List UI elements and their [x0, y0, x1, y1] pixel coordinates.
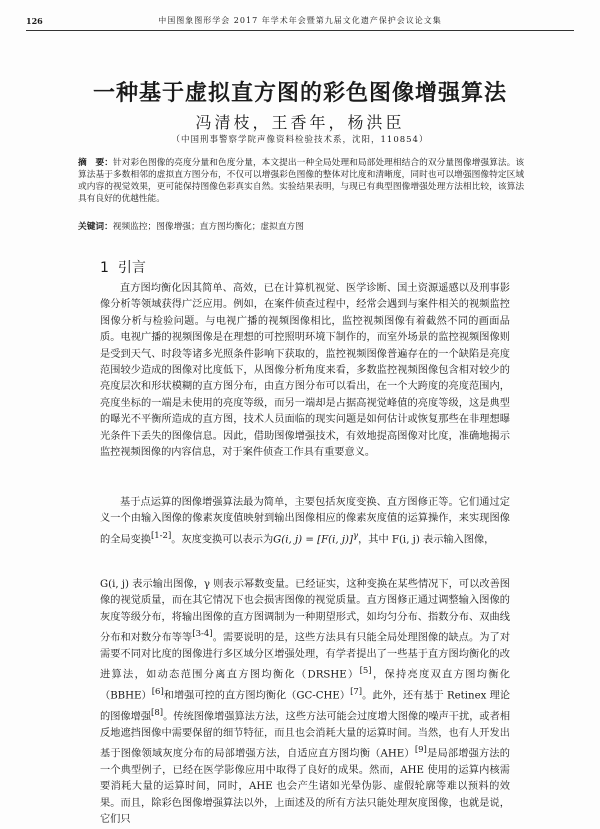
paper-title: 一种基于虚拟直方图的彩色图像增强算法: [92, 81, 507, 106]
citation: [7]: [350, 687, 363, 698]
section-heading: [100, 257, 146, 277]
body-paragraph-1: 直方图均衡化因其简单、高效，已在计算机视觉、医学诊断、国土资源遥感以及刑事影像分析等领域获得广泛应用。例如，在案件侦查过程中，经常会遇到与案件相关的视频监控图像分析与检验问题。与电视广播的视频图像相比，监控视频图像有着截然不同的画面品质。电视广播的视频图像是在理想的可控照明环境下制作的，而室外场景的监控视频图像则是受到天气、时段等诸多光照条件影响下获取的，监控视频图像普遍存在的一个缺陷是亮度范围较少造成的图像对比度低下，从图像分析角度来看，多数监控视频图像包含相对较少的亮度层次和形状模糊的直方图分布，由直方图分布可以看出，在一个大跨度的亮度范围内，亮度坐标的一端是未使用的亮度等级，而另一端却是占据高视觉峰值的亮度等级，这是典型的曝光不平衡所造成的直方图，技术人员面临的现实问题是如何估计或恢复那些在非理想曝光条件下丢失的图像信息。因此，借助图像增强技术，有效地提高图像对比度，准确地揭示监控视频图像的内容信息，对于案件侦查工作具有重要意义。: [100, 283, 510, 459]
gamma-formula: G(i, j) = [F(i, j)]: [273, 534, 353, 546]
gamma-exponent: γ: [353, 530, 359, 541]
citation: [5]: [359, 666, 372, 677]
citation: [1-2]: [150, 530, 172, 541]
page-number: 126: [26, 16, 43, 26]
body-paragraph-2: [100, 495, 510, 549]
p3-text-e: 。此外，还有基于 Retinex 理论的图像增强: [100, 690, 511, 723]
p3-text-a: G(i, j) 表示输出图像，γ 则表示幂数变量。已经证实，这种变换在某些情况下，可以改善图像的视觉质量，而在其它情况下也会损害图像的视觉质量。直方图修正通过调整输入图像的灰度等级分布，将输出图像的直方图调制为一种期望形式，如均匀分布、指数分布、双曲线分布和对数分布等等: [100, 579, 510, 644]
running-title: 中国图象图形学会 2017 年学术年会暨第九届文化遗产保护会议论文集: [158, 16, 442, 25]
abstract-label: 摘 要：: [78, 158, 113, 168]
p3-text-c: ，保持亮度双直方图均衡化（BBHE）: [100, 669, 510, 702]
citation: [6]: [151, 687, 164, 698]
section-title: 引言: [117, 260, 146, 276]
running-header: [26, 14, 574, 31]
keywords-label: 关键词：: [78, 222, 113, 232]
keywords: [78, 221, 524, 233]
abstract-text: 针对彩色图像的亮度分量和色度分量，本文提出一种全局处理和局部处理相结合的双分量图像增强算法。该算法基于多数相邻的虚拟直方图分布，不仅可以增强彩色图像的整体对比度和清晰度，同时也可以增强图像特定区域或内容的视觉效果，更可能保持图像色彩真实自然。实验结果表明，与现已有典型图像增强处理方法相比较，该算法具有良好的优越性能。: [78, 158, 525, 205]
p3-text-b: 。需要说明的是，这些方法具有只能全局处理图像的缺点。为了对需要不同对比度的图像进行多区域分区增强处理，有学者提出了一些基于直方图均衡化的改进算法，如动态范围分离直方图均衡化（DRSHE）: [100, 632, 511, 681]
p3-text-f: 。传统图像增强算法方法，这些方法可能会过度增大图像的噪声干扰，或者相反地遮挡图像中需要保留的细节特征，而且也会消耗大量的运算时间。当然，也有人开发出基于图像领域灰度分布的局部增强方法，自适应直方图均衡（AHE）: [100, 711, 511, 760]
p2-text-c: ，其中 F(i, j) 表示输入图像，: [358, 534, 495, 546]
p2-text-a: 基于点运算的图像增强算法最为简单，主要包括灰度变换、直方图修正等。它们通过定义一个由输入图像的像素灰度值映射到输出图像相应的像素灰度值的运算操作，来实现图像的全局变换: [100, 497, 510, 546]
p3-text-g: 是局部增强方法的一个典型例子，已经在医学影像应用中取得了良好的成果。然而，AHE 使用的运算内核需要消耗大量的运算时间，同时，AHE 也会产生诸如光晕伪影、虚假轮廓等难以预料的效果。而且，除彩色图像增强算法以外，上面述及的所有方法只能处理灰度图像，也就是说，它们只: [100, 748, 510, 826]
keywords-text: 视频监控；图像增强；直方图均衡化；虚拟直方图: [112, 222, 304, 232]
body-paragraph-3: [100, 577, 510, 829]
citation: [3-4]: [192, 629, 213, 640]
citation: [8]: [151, 708, 164, 719]
p2-text-b: 。灰度变换可以表示为: [171, 534, 274, 546]
authors: 冯清枝，王香年，杨洪臣: [195, 113, 405, 132]
section-number: 1: [100, 260, 109, 276]
p3-text-d: 和增强可控的直方图均衡化（GC-CHE）: [163, 690, 351, 702]
abstract: [78, 157, 524, 205]
citation: [9]: [414, 745, 427, 756]
affiliation: （中国刑事警察学院声像资料检验技术系，沈阳，110854）: [171, 135, 429, 145]
